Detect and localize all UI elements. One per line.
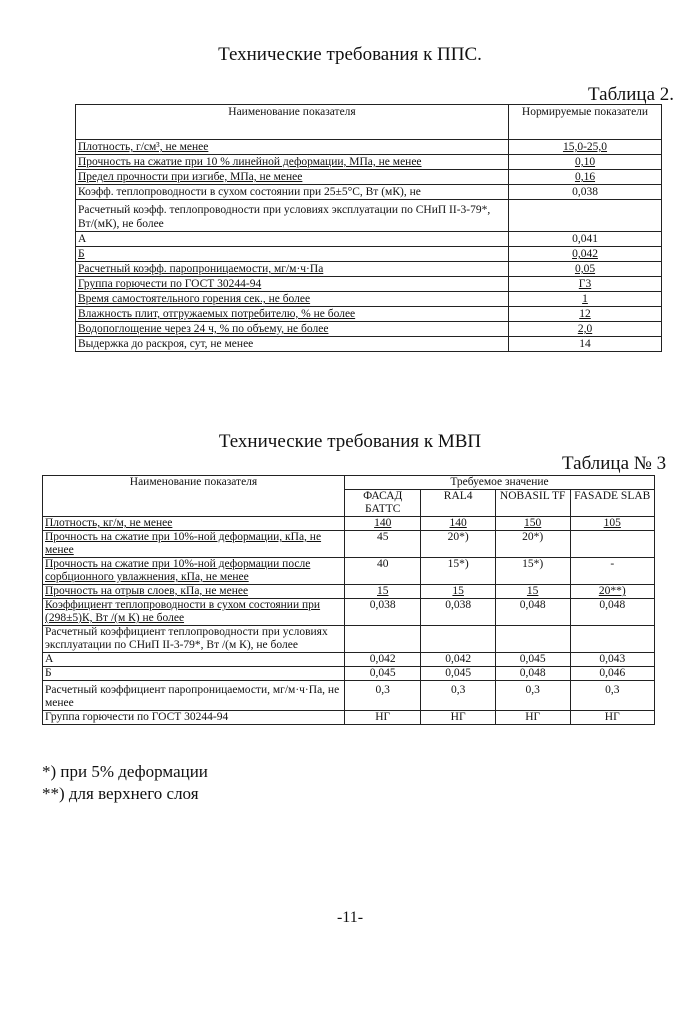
cell: 0,046 — [570, 667, 654, 681]
row-name: Предел прочности при изгибе, МПа, не менее — [76, 170, 509, 185]
table3-header-top — [43, 476, 655, 490]
row-name: Группа горючести по ГОСТ 30244-94 — [43, 711, 345, 725]
cell: 0,048 — [495, 667, 570, 681]
row-name: Прочность на сжатие при 10%-ной деформации после сорбционного увлажнения, кПа, не менее — [43, 558, 345, 585]
cell: 0,042 — [344, 653, 421, 667]
cell: 140 — [344, 517, 421, 531]
cell — [570, 626, 654, 653]
footnote-2: **) для верхнего слоя — [42, 784, 199, 803]
cell: 0,3 — [495, 681, 570, 711]
table-row — [76, 170, 662, 185]
cell: НГ — [570, 711, 654, 725]
row-name: Плотность, кг/м, не менее — [43, 517, 345, 531]
table2-header-value: Нормируемые показатели — [509, 105, 662, 140]
cell: 0,3 — [421, 681, 495, 711]
table-row — [76, 322, 662, 337]
row-name: Расчетный коэфф. паропроницаемости, мг/м·ч·Па — [76, 262, 509, 277]
cell: 0,038 — [421, 599, 495, 626]
table-row — [76, 262, 662, 277]
table2-title: Технические требования к ППС. — [218, 44, 482, 65]
table-row — [76, 307, 662, 322]
table-row — [76, 277, 662, 292]
cell — [570, 531, 654, 558]
cell — [421, 626, 495, 653]
row-name: Коэфф. теплопроводности в сухом состоянии при 25±5°С, Вт (мК), не — [76, 185, 509, 200]
row-name: А — [43, 653, 345, 667]
cell: 0,048 — [570, 599, 654, 626]
row-value: 0,16 — [509, 170, 662, 185]
cell: 140 — [421, 517, 495, 531]
table-row — [76, 232, 662, 247]
cell: 15*) — [421, 558, 495, 585]
cell: 15 — [421, 585, 495, 599]
row-value: 1 — [509, 292, 662, 307]
cell: НГ — [344, 711, 421, 725]
row-name: А — [76, 232, 509, 247]
table3-header-name: Наименование показателя — [43, 476, 345, 517]
row-name: Влажность плит, отгружаемых потребителю, % не более — [76, 307, 509, 322]
row-name: Б — [76, 247, 509, 262]
cell: 20**) — [570, 585, 654, 599]
footnote-1: *) при 5% деформации — [42, 762, 208, 781]
table3-caption: Таблица № 3 — [562, 453, 667, 474]
row-value: 0,05 — [509, 262, 662, 277]
row-value: 12 — [509, 307, 662, 322]
row-name: Расчетный коэфф. теплопроводности при условиях эксплуатации по СНиП II-3-79*, Вт/(мК), не более — [76, 200, 509, 232]
table2-caption: Таблица 2. — [588, 84, 675, 105]
cell: 150 — [495, 517, 570, 531]
cell: 45 — [344, 531, 421, 558]
cell: 0,038 — [344, 599, 421, 626]
table-row — [43, 531, 655, 558]
cell: 20*) — [421, 531, 495, 558]
cell: 0,048 — [495, 599, 570, 626]
cell: 0,3 — [570, 681, 654, 711]
cell: 105 — [570, 517, 654, 531]
cell — [344, 626, 421, 653]
cell: 0,045 — [421, 667, 495, 681]
cell: 40 — [344, 558, 421, 585]
cell: 0,045 — [495, 653, 570, 667]
row-name: Расчетный коэффициент теплопроводности при условиях эксплуатации по СНиП II-3-79*, Вт /(м К), не более — [43, 626, 345, 653]
table-row — [43, 681, 655, 711]
cell: 15 — [344, 585, 421, 599]
row-value: 15,0-25,0 — [509, 140, 662, 155]
cell: 0,042 — [421, 653, 495, 667]
table3 — [42, 475, 655, 725]
table-row — [76, 155, 662, 170]
page-number: -11- — [336, 909, 364, 926]
row-value: 0,038 — [509, 185, 662, 200]
cell: 0,043 — [570, 653, 654, 667]
table2 — [75, 104, 662, 352]
col-fasad-batts: ФАСАД БАТТС — [344, 490, 421, 517]
table-row — [76, 247, 662, 262]
cell: 20*) — [495, 531, 570, 558]
cell: 0,3 — [344, 681, 421, 711]
cell: - — [570, 558, 654, 585]
table-row — [43, 653, 655, 667]
cell: 0,045 — [344, 667, 421, 681]
row-value: 14 — [509, 337, 662, 352]
row-name: Прочность на сжатие при 10 % линейной деформации, МПа, не менее — [76, 155, 509, 170]
cell — [495, 626, 570, 653]
table-row — [76, 200, 662, 232]
row-name: Коэффициент теплопроводности в сухом состоянии при (298±5)К, Вт /(м К) не более — [43, 599, 345, 626]
table-row — [43, 558, 655, 585]
table-row — [43, 711, 655, 725]
row-name: Прочность на сжатие при 10%-ной деформации, кПа, не менее — [43, 531, 345, 558]
table-row — [76, 337, 662, 352]
col-ral4: RAL4 — [421, 490, 495, 517]
table-row — [76, 185, 662, 200]
col-fasade-slab: FASADE SLAB — [570, 490, 654, 517]
row-name: Водопоглощение через 24 ч, % по объему, не более — [76, 322, 509, 337]
cell: 15*) — [495, 558, 570, 585]
row-value: Г3 — [509, 277, 662, 292]
row-name: Расчетный коэффициент паропроницаемости, мг/м·ч·Па, не менее — [43, 681, 345, 711]
row-name: Время самостоятельного горения сек., не более — [76, 292, 509, 307]
row-value — [509, 200, 662, 232]
row-value: 2,0 — [509, 322, 662, 337]
cell: НГ — [421, 711, 495, 725]
table-row — [76, 292, 662, 307]
row-name: Выдержка до раскроя, сут, не менее — [76, 337, 509, 352]
table2-header — [76, 105, 662, 140]
row-name: Прочность на отрыв слоев, кПа, не менее — [43, 585, 345, 599]
table2-header-name: Наименование показателя — [76, 105, 509, 140]
table-row — [43, 626, 655, 653]
table-row — [43, 517, 655, 531]
table-row — [43, 667, 655, 681]
row-value: 0,10 — [509, 155, 662, 170]
col-nobasil-tf: NOBASIL TF — [495, 490, 570, 517]
table3-header-group: Требуемое значение — [344, 476, 654, 490]
cell: НГ — [495, 711, 570, 725]
row-value: 0,041 — [509, 232, 662, 247]
table-row — [76, 140, 662, 155]
table-row — [43, 585, 655, 599]
row-value: 0,042 — [509, 247, 662, 262]
row-name: Плотность, г/см³, не менее — [76, 140, 509, 155]
cell: 15 — [495, 585, 570, 599]
table-row — [43, 599, 655, 626]
table3-title: Технические требования к МВП — [218, 431, 482, 452]
row-name: Б — [43, 667, 345, 681]
row-name: Группа горючести по ГОСТ 30244-94 — [76, 277, 509, 292]
